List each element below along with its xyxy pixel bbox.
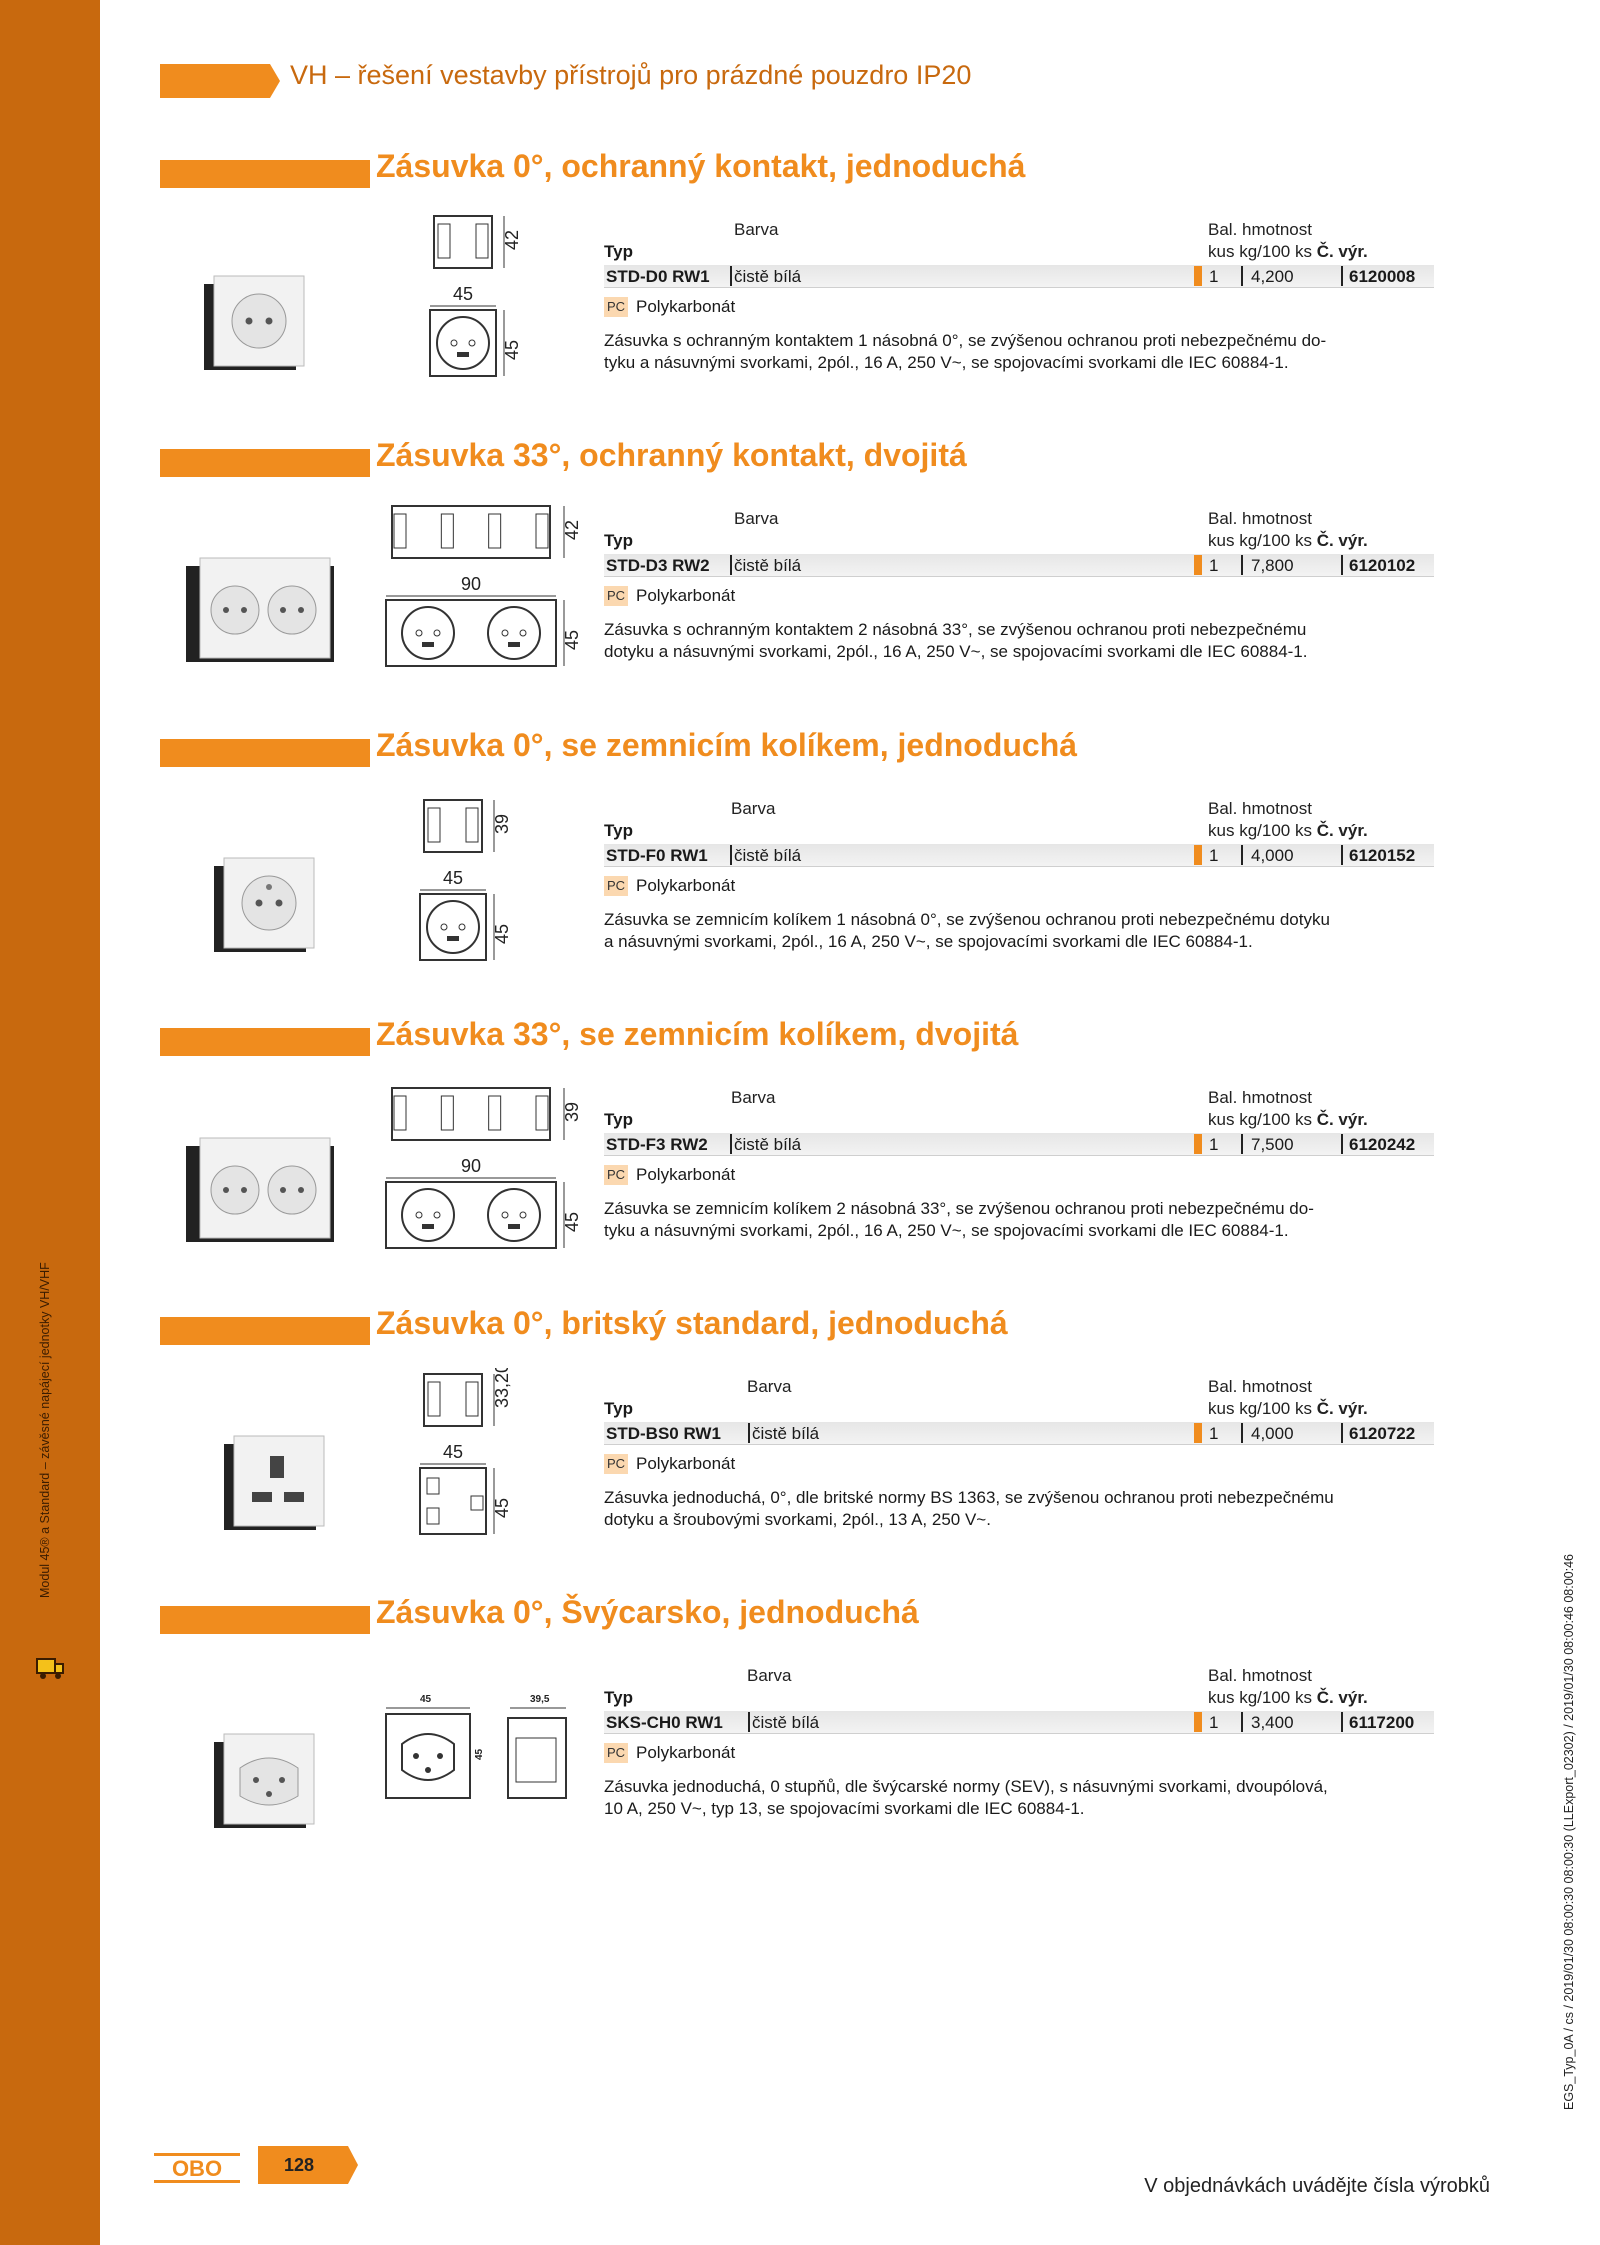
svg-text:90: 90 [461, 1156, 482, 1176]
product-description: Zásuvka se zemnicím kolíkem 2 násobná 33°, se zvýšenou ochranou proti nebezpečnému do- tyku a násuvnými svorkami, 2pól., 16 A, 250 V~, se spojovacími svorkami dle IEC 60884-1. [604, 1199, 1314, 1240]
product-weight: 7,800 [1251, 556, 1294, 575]
product-qty: 1 [1209, 846, 1219, 865]
spec-table [604, 1666, 1434, 1866]
product-section [0, 289, 1600, 661]
product-section [0, 1157, 1600, 1529]
col-typ: Typ [604, 821, 633, 840]
product-row [604, 1711, 1434, 1734]
product-section [0, 579, 1600, 951]
product-type: STD-D0 RW1 [606, 267, 710, 286]
svg-text:45: 45 [453, 284, 474, 304]
product-weight: 4,200 [1251, 267, 1294, 286]
svg-text:33,20: 33,20 [492, 1368, 512, 1408]
col-barva: Barva [731, 799, 776, 818]
row-separator [1341, 1423, 1343, 1443]
material-badge: PC [604, 1165, 628, 1185]
product-code: 6120722 [1349, 1424, 1416, 1443]
col-bal-hmotnost: Bal. hmotnost [1208, 509, 1312, 528]
row-marker [1194, 555, 1202, 575]
section-accent-bar [160, 1317, 370, 1345]
print-meta-text: EGS_Typ_0A / cs / 2019/01/30 08:00:30 08:00:30 (LLExport_02302) / 2019/01/30 08:00:46 08:00:46 [1562, 1554, 1576, 2110]
product-type: STD-D3 RW2 [606, 556, 710, 575]
product-code: 6120102 [1349, 556, 1416, 575]
col-bal-hmotnost: Bal. hmotnost [1208, 1377, 1312, 1396]
col-typ: Typ [604, 531, 633, 550]
col-bal-hmotnost: Bal. hmotnost [1208, 799, 1312, 818]
section-accent-bar [160, 739, 370, 767]
col-barva: Barva [731, 1088, 776, 1107]
col-kus-kg-cislo: kus kg/100 ks Č. výr. [1208, 242, 1368, 261]
col-typ: Typ [604, 1399, 633, 1418]
svg-text:45: 45 [562, 629, 582, 650]
section-title: Zásuvka 0°, se zemnicím kolíkem, jednoduchá [376, 727, 1078, 763]
product-photo [200, 1718, 330, 1853]
page-number-tab [258, 2146, 358, 2184]
material-text: Polykarbonát [636, 1454, 736, 1473]
svg-text:45: 45 [492, 1497, 512, 1518]
row-separator [730, 1134, 732, 1154]
col-kus-kg-cislo: kus kg/100 ks Č. výr. [1208, 1688, 1368, 1707]
col-typ: Typ [604, 242, 633, 261]
material-text: Polykarbonát [636, 876, 736, 895]
section-title: Zásuvka 33°, ochranný kontakt, dvojitá [376, 437, 967, 473]
svg-text:42: 42 [562, 519, 582, 540]
section-title: Zásuvka 33°, se zemnicím kolíkem, dvojitá [376, 1016, 1019, 1052]
row-separator [1241, 845, 1243, 865]
material-badge: PC [604, 297, 628, 317]
product-weight: 7,500 [1251, 1135, 1294, 1154]
material-badge: PC [604, 1454, 628, 1474]
product-color: čistě bílá [752, 1424, 820, 1443]
col-kus-kg-cislo: kus kg/100 ks Č. výr. [1208, 1399, 1368, 1418]
row-marker [1194, 1712, 1202, 1732]
col-bal-hmotnost: Bal. hmotnost [1208, 1666, 1312, 1685]
page-title: VH – řešení vestavby přístrojů pro prázdné pouzdro IP20 [290, 60, 972, 90]
product-code: 6120242 [1349, 1135, 1416, 1154]
section-accent-bar [160, 449, 370, 477]
product-row [604, 554, 1434, 577]
product-description: Zásuvka s ochranným kontaktem 1 násobná 0°, se zvýšenou ochranou proti nebezpečnému do- tyku a násuvnými svorkami, 2pól., 16 A, 250 V~, se spojovacími svorkami dle IEC 60884-1. [604, 331, 1327, 372]
product-section [0, 868, 1600, 1240]
svg-text:39: 39 [492, 813, 512, 834]
row-separator [730, 555, 732, 575]
svg-text:39: 39 [562, 1101, 582, 1122]
product-type: SKS-CH0 RW1 [606, 1713, 723, 1732]
row-separator [1341, 1712, 1343, 1732]
svg-text:45: 45 [474, 1748, 485, 1760]
product-description: Zásuvka jednoduchá, 0°, dle britské normy BS 1363, se zvýšenou ochranou proti nebezpečnému dotyku a šroubovými svorkami, 2pól., 13 A, 250 V~. [604, 1488, 1334, 1529]
product-description: Zásuvka se zemnicím kolíkem 1 násobná 0°, se zvýšenou ochranou proti nebezpečnému dotyku a násuvnými svorkami, 2pól., 16 A, 250 V~, se spojovacími svorkami dle IEC 60884-1. [604, 910, 1330, 951]
material-text: Polykarbonát [636, 1743, 736, 1762]
row-marker [1194, 1423, 1202, 1443]
product-color: čistě bílá [752, 1713, 820, 1732]
product-code: 6120152 [1349, 846, 1416, 865]
svg-text:45: 45 [420, 1694, 432, 1705]
row-separator [1341, 1134, 1343, 1154]
material-badge: PC [604, 586, 628, 606]
row-separator [1241, 1712, 1243, 1732]
product-qty: 1 [1209, 1713, 1219, 1732]
svg-text:90: 90 [461, 574, 482, 594]
section-accent-bar [160, 160, 370, 188]
section-title: Zásuvka 0°, britský standard, jednoduchá [376, 1305, 1008, 1341]
row-separator [748, 1423, 750, 1443]
svg-text:39,5: 39,5 [530, 1694, 550, 1705]
col-bal-hmotnost: Bal. hmotnost [1208, 220, 1312, 239]
svg-text:45: 45 [443, 868, 464, 888]
col-barva: Barva [734, 509, 779, 528]
svg-text:42: 42 [502, 229, 522, 250]
material-text: Polykarbonát [636, 297, 736, 316]
product-row [604, 1133, 1434, 1156]
product-color: čistě bílá [734, 846, 802, 865]
technical-drawing [380, 1678, 600, 1873]
product-weight: 4,000 [1251, 1424, 1294, 1443]
product-type: STD-F0 RW1 [606, 846, 708, 865]
col-bal-hmotnost: Bal. hmotnost [1208, 1088, 1312, 1107]
col-kus-kg-cislo: kus kg/100 ks Č. výr. [1208, 531, 1368, 550]
svg-text:45: 45 [443, 1442, 464, 1462]
page-number: 128 [284, 2155, 315, 2175]
row-separator [730, 845, 732, 865]
row-separator [1241, 1423, 1243, 1443]
footer-note: V objednávkách uvádějte čísla výrobků [1144, 2175, 1490, 2197]
section-accent-bar [160, 1606, 370, 1634]
product-type: STD-BS0 RW1 [606, 1424, 721, 1443]
product-qty: 1 [1209, 556, 1219, 575]
material-badge: PC [604, 1743, 628, 1763]
row-separator [730, 266, 732, 286]
product-color: čistě bílá [734, 267, 802, 286]
col-barva: Barva [734, 220, 779, 239]
material-text: Polykarbonát [636, 1165, 736, 1184]
product-row [604, 1422, 1434, 1445]
material-badge: PC [604, 876, 628, 896]
row-marker [1194, 1134, 1202, 1154]
product-qty: 1 [1209, 1424, 1219, 1443]
product-type: STD-F3 RW2 [606, 1135, 708, 1154]
row-marker [1194, 845, 1202, 865]
section-title: Zásuvka 0°, Švýcarsko, jednoduchá [376, 1594, 919, 1630]
row-separator [748, 1712, 750, 1732]
product-weight: 3,400 [1251, 1713, 1294, 1732]
row-separator [1241, 555, 1243, 575]
col-barva: Barva [747, 1666, 792, 1685]
svg-text:45: 45 [492, 923, 512, 944]
product-qty: 1 [1209, 267, 1219, 286]
row-separator [1241, 1134, 1243, 1154]
row-separator [1341, 845, 1343, 865]
product-section [0, 0, 1600, 372]
col-typ: Typ [604, 1688, 633, 1707]
row-separator [1341, 555, 1343, 575]
product-row [604, 844, 1434, 867]
product-color: čistě bílá [734, 1135, 802, 1154]
section-title: Zásuvka 0°, ochranný kontakt, jednoduchá [376, 148, 1026, 184]
product-qty: 1 [1209, 1135, 1219, 1154]
obo-logo [154, 2153, 240, 2183]
material-text: Polykarbonát [636, 586, 736, 605]
col-kus-kg-cislo: kus kg/100 ks Č. výr. [1208, 1110, 1368, 1129]
product-description: Zásuvka jednoduchá, 0 stupňů, dle švýcarské normy (SEV), s násuvnými svorkami, dvoupólová, 10 A, 250 V~, typ 13, se spojovacími svorkami dle IEC 60884-1. [604, 1777, 1328, 1818]
svg-text:45: 45 [502, 339, 522, 360]
svg-text:OBO: OBO [171, 2156, 223, 2181]
section-accent-bar [160, 1028, 370, 1056]
product-code: 6117200 [1349, 1713, 1415, 1732]
row-marker [1194, 266, 1202, 286]
row-separator [1241, 266, 1243, 286]
col-kus-kg-cislo: kus kg/100 ks Č. výr. [1208, 821, 1368, 840]
product-color: čistě bílá [734, 556, 802, 575]
product-section [0, 1446, 1600, 1818]
row-separator [1341, 266, 1343, 286]
product-code: 6120008 [1349, 267, 1416, 286]
col-typ: Typ [604, 1110, 633, 1129]
svg-text:45: 45 [562, 1211, 582, 1232]
product-weight: 4,000 [1251, 846, 1294, 865]
col-barva: Barva [747, 1377, 792, 1396]
product-row [604, 265, 1434, 288]
product-description: Zásuvka s ochranným kontaktem 2 násobná 33°, se zvýšenou ochranou proti nebezpečnému dotyku a násuvnými svorkami, 2pól., 16 A, 250 V~, se spojovacími svorkami dle IEC 60884-1. [604, 620, 1308, 661]
sidebar-vertical-text: Modul 45® a Standard – závěsné napájecí jednotky VH/VHF [38, 1262, 52, 1598]
